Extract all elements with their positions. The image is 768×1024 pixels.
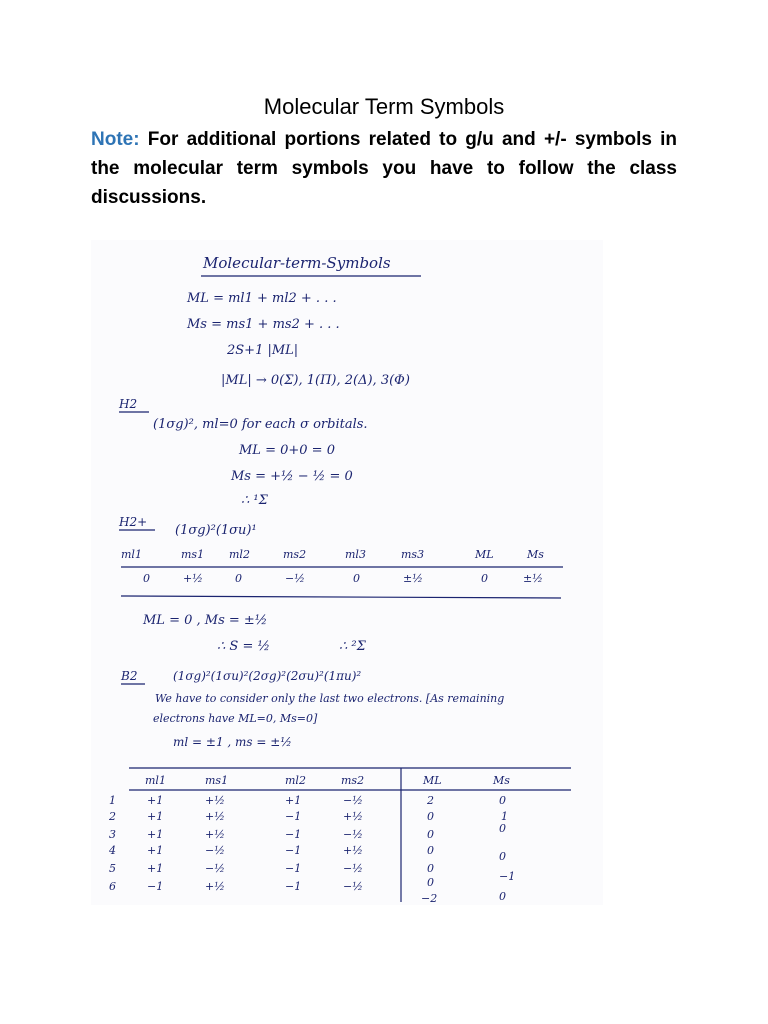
b2-col-header: ms1	[205, 774, 229, 787]
ml-equation: ML = ml1 + ml2 + . . .	[187, 291, 337, 306]
b2-cell: −1	[285, 828, 302, 841]
scan-heading: Molecular-term-Symbols	[203, 254, 391, 272]
h2plus-label: H2+	[119, 515, 148, 529]
h2plus-col-header: ml3	[345, 548, 366, 561]
b2-values-line: ml = ±1 , ms = ±½	[173, 735, 292, 749]
h2-result: ∴ ¹Σ	[241, 493, 268, 508]
b2-label: B2	[121, 669, 138, 683]
handwritten-notes-scan	[91, 240, 603, 905]
note-label: Note:	[91, 129, 140, 150]
b2-row-number: 3	[109, 828, 116, 841]
b2-col-header: Ms	[493, 774, 510, 787]
b2-col-header: ML	[423, 774, 442, 787]
h2plus-cell: +½	[183, 572, 203, 585]
note-text: For additional portions related to g/u and +/- symbols in the molecular term symbols you have to follow the class discussions.	[91, 129, 678, 208]
h2plus-cell: 0	[143, 572, 150, 585]
b2-cell: +½	[205, 794, 225, 807]
h2plus-cell: 0	[481, 572, 488, 585]
note-paragraph	[91, 125, 677, 212]
b2-cell: −1	[285, 862, 302, 875]
ml-mapping: |ML| → 0(Σ), 1(Π), 2(Δ), 3(Φ)	[221, 373, 410, 388]
b2-row-number: 1	[109, 794, 116, 807]
b2-col-header: ml1	[145, 774, 166, 787]
term-form: 2S+1 |ML|	[227, 343, 299, 358]
b2-cell: +½	[205, 880, 225, 893]
b2-row-number: 4	[109, 844, 116, 857]
b2-cell: +½	[205, 810, 225, 823]
h2plus-cell: ±½	[523, 572, 543, 585]
b2-cell: 1	[501, 810, 508, 823]
b2-cell: −½	[343, 828, 363, 841]
b2-cell: −½	[343, 862, 363, 875]
b2-cell: 2	[427, 794, 434, 807]
b2-cell: −1	[499, 870, 516, 883]
b2-cell: −2	[421, 892, 438, 905]
page-title: Molecular Term Symbols	[263, 94, 505, 119]
b2-cell: 0	[499, 850, 506, 863]
b2-cell: −½	[343, 794, 363, 807]
b2-cell: 0	[427, 862, 434, 875]
b2-cell: −1	[285, 810, 302, 823]
ms-equation: Ms = ms1 + ms2 + . . .	[187, 317, 340, 332]
b2-cell: 0	[499, 890, 506, 903]
b2-cell: +1	[147, 844, 164, 857]
b2-cell: 0	[499, 822, 506, 835]
b2-row-number: 5	[109, 862, 116, 875]
h2plus-cell: ±½	[403, 572, 423, 585]
h2plus-cell: −½	[285, 572, 305, 585]
b2-cell: +1	[147, 810, 164, 823]
b2-cell: 0	[499, 794, 506, 807]
b2-cell: −1	[147, 880, 164, 893]
b2-cell: 0	[427, 876, 434, 889]
b2-cell: +½	[343, 844, 363, 857]
b2-col-header: ms2	[341, 774, 365, 787]
b2-cell: 0	[427, 828, 434, 841]
h2plus-col-header: ml2	[229, 548, 250, 561]
h2plus-col-header: ms3	[401, 548, 425, 561]
h2-ml-line: ML = 0+0 = 0	[239, 443, 335, 458]
b2-note-line2: electrons have ML=0, Ms=0]	[153, 712, 318, 725]
h2-ms-line: Ms = +½ − ½ = 0	[231, 469, 353, 484]
b2-cell: +1	[147, 862, 164, 875]
b2-cell: +½	[205, 828, 225, 841]
b2-cell: +1	[147, 828, 164, 841]
h2plus-col-header: ML	[475, 548, 494, 561]
b2-config: (1σg)²(1σu)²(2σg)²(2σu)²(1πu)²	[173, 669, 362, 683]
h2plus-cell: 0	[235, 572, 242, 585]
h2plus-col-header: ms2	[283, 548, 307, 561]
b2-cell: −½	[205, 844, 225, 857]
h2plus-line1: ML = 0 , Ms = ±½	[143, 613, 268, 628]
h2plus-col-header: ms1	[181, 548, 205, 561]
b2-note-line1: We have to consider only the last two electrons. [As remaining	[155, 692, 505, 705]
b2-cell: +1	[147, 794, 164, 807]
b2-row-number: 2	[109, 810, 116, 823]
b2-cell: −½	[343, 880, 363, 893]
b2-cell: 0	[427, 810, 434, 823]
h2plus-cell: 0	[353, 572, 360, 585]
b2-cell: 0	[427, 844, 434, 857]
h2plus-col-header: Ms	[527, 548, 544, 561]
b2-col-header: ml2	[285, 774, 306, 787]
h2plus-line2: ∴ S = ½	[217, 639, 271, 654]
b2-cell: +½	[343, 810, 363, 823]
b2-cell: −½	[205, 862, 225, 875]
h2plus-config: (1σg)²(1σu)¹	[175, 523, 257, 538]
b2-cell: +1	[285, 794, 302, 807]
h2plus-result: ∴ ²Σ	[339, 639, 366, 654]
b2-row-number: 6	[109, 880, 116, 893]
h2-label: H2	[119, 397, 138, 411]
h2plus-col-header: ml1	[121, 548, 142, 561]
h2-config: (1σg)², ml=0 for each σ orbitals.	[153, 417, 368, 432]
b2-cell: −1	[285, 844, 302, 857]
b2-cell: −1	[285, 880, 302, 893]
